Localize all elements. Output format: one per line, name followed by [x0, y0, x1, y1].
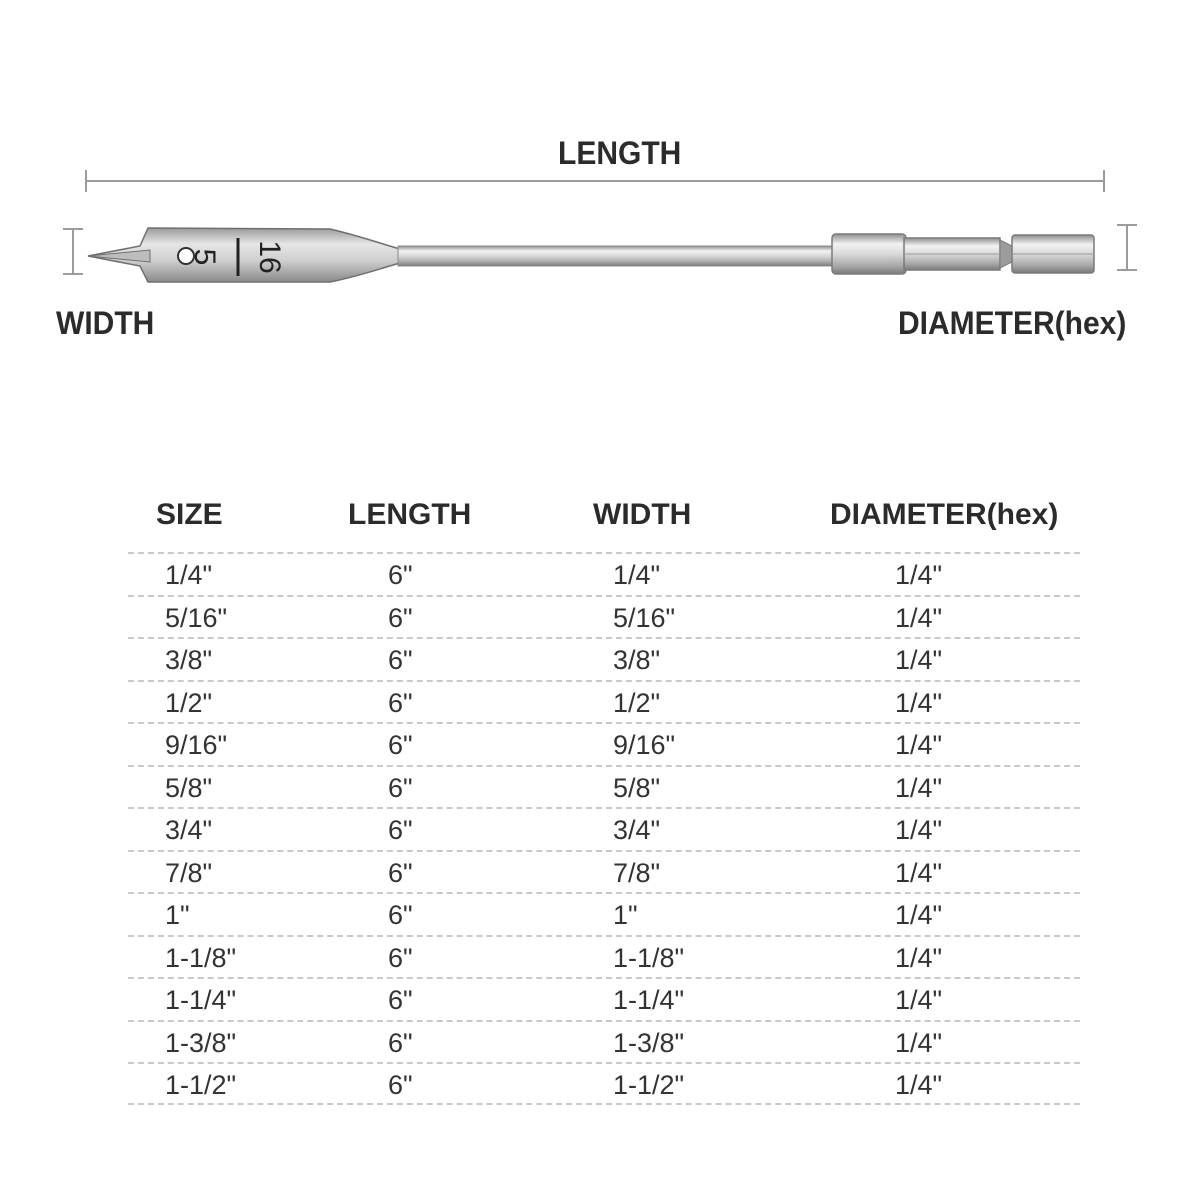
hex-groove	[1000, 240, 1012, 268]
table-row	[128, 807, 1080, 850]
cell-diameter: 1/4"	[895, 730, 943, 760]
cell-diameter: 1/4"	[895, 942, 943, 973]
spade-bit-diagram	[0, 0, 1200, 400]
table-body	[128, 552, 1080, 1105]
cell-length: 6"	[388, 687, 413, 718]
header-width: WIDTH	[593, 498, 692, 531]
width-dimension-bracket	[63, 229, 83, 274]
cell-size: 9/16"	[165, 730, 228, 760]
table-row	[128, 552, 1080, 595]
cell-length: 6"	[388, 985, 413, 1015]
length-label: LENGTH	[558, 136, 682, 172]
table-row	[128, 637, 1080, 680]
cell-size: 5/8"	[165, 772, 213, 803]
table-row	[128, 765, 1080, 808]
cell-diameter: 1/4"	[895, 900, 943, 930]
cell-width: 1-1/2"	[613, 1070, 685, 1100]
cell-length: 6"	[388, 772, 413, 803]
diameter-label: DIAMETER(hex)	[898, 306, 1127, 342]
size-marking-numerator: 5	[188, 248, 222, 266]
cell-diameter: 1/4"	[895, 687, 943, 718]
cell-diameter: 1/4"	[895, 857, 943, 888]
cell-diameter: 1/4"	[895, 602, 943, 633]
cell-diameter: 1/4"	[895, 772, 943, 803]
size-marking-denominator: 16	[253, 240, 287, 274]
table-row	[128, 892, 1080, 935]
table-row	[128, 595, 1080, 638]
table-row	[128, 680, 1080, 723]
cell-size: 1-3/8"	[165, 1027, 237, 1058]
cell-width: 7/8"	[613, 857, 661, 888]
cell-width: 1-1/4"	[613, 985, 685, 1015]
table-row	[128, 722, 1080, 765]
table-row	[128, 1062, 1080, 1105]
cell-size: 1/4"	[165, 560, 213, 590]
bit-shank	[398, 246, 838, 266]
cell-size: 1-1/4"	[165, 985, 237, 1015]
cell-width: 5/8"	[613, 772, 661, 803]
cell-length: 6"	[388, 942, 413, 973]
header-size: SIZE	[156, 498, 223, 531]
cell-width: 1/4"	[613, 560, 661, 590]
cell-size: 5/16"	[165, 602, 228, 633]
cell-width: 1"	[613, 900, 638, 930]
cell-width: 1/2"	[613, 687, 661, 718]
cell-length: 6"	[388, 815, 413, 845]
cell-width: 3/8"	[613, 645, 661, 675]
cell-size: 1-1/2"	[165, 1070, 237, 1100]
cell-size: 7/8"	[165, 857, 213, 888]
cell-length: 6"	[388, 1070, 413, 1100]
cell-length: 6"	[388, 1027, 413, 1058]
header-length: LENGTH	[348, 498, 472, 531]
cell-length: 6"	[388, 857, 413, 888]
length-dimension-line	[86, 170, 1104, 192]
cell-width: 1-1/8"	[613, 942, 685, 973]
cell-diameter: 1/4"	[895, 645, 943, 675]
cell-size: 1"	[165, 900, 190, 930]
cell-size: 3/8"	[165, 645, 213, 675]
cell-width: 3/4"	[613, 815, 661, 845]
cell-width: 1-3/8"	[613, 1027, 685, 1058]
table-row	[128, 850, 1080, 893]
header-diameter: DIAMETER(hex)	[830, 498, 1059, 531]
cell-length: 6"	[388, 730, 413, 760]
cell-length: 6"	[388, 602, 413, 633]
cell-diameter: 1/4"	[895, 815, 943, 845]
bit-collar	[832, 234, 906, 274]
cell-size: 1/2"	[165, 687, 213, 718]
cell-diameter: 1/4"	[895, 985, 943, 1015]
cell-diameter: 1/4"	[895, 1070, 943, 1100]
cell-size: 3/4"	[165, 815, 213, 845]
width-label: WIDTH	[56, 306, 155, 342]
table-row	[128, 935, 1080, 978]
cell-diameter: 1/4"	[895, 1027, 943, 1058]
cell-width: 5/16"	[613, 602, 676, 633]
cell-length: 6"	[388, 900, 413, 930]
cell-diameter: 1/4"	[895, 560, 943, 590]
cell-size: 1-1/8"	[165, 942, 237, 973]
table-header	[128, 494, 1080, 552]
cell-width: 9/16"	[613, 730, 676, 760]
table-row	[128, 977, 1080, 1020]
cell-length: 6"	[388, 560, 413, 590]
diameter-dimension-bracket	[1117, 225, 1137, 270]
table-row	[128, 1020, 1080, 1063]
size-spec-table	[128, 494, 1080, 1105]
cell-length: 6"	[388, 645, 413, 675]
